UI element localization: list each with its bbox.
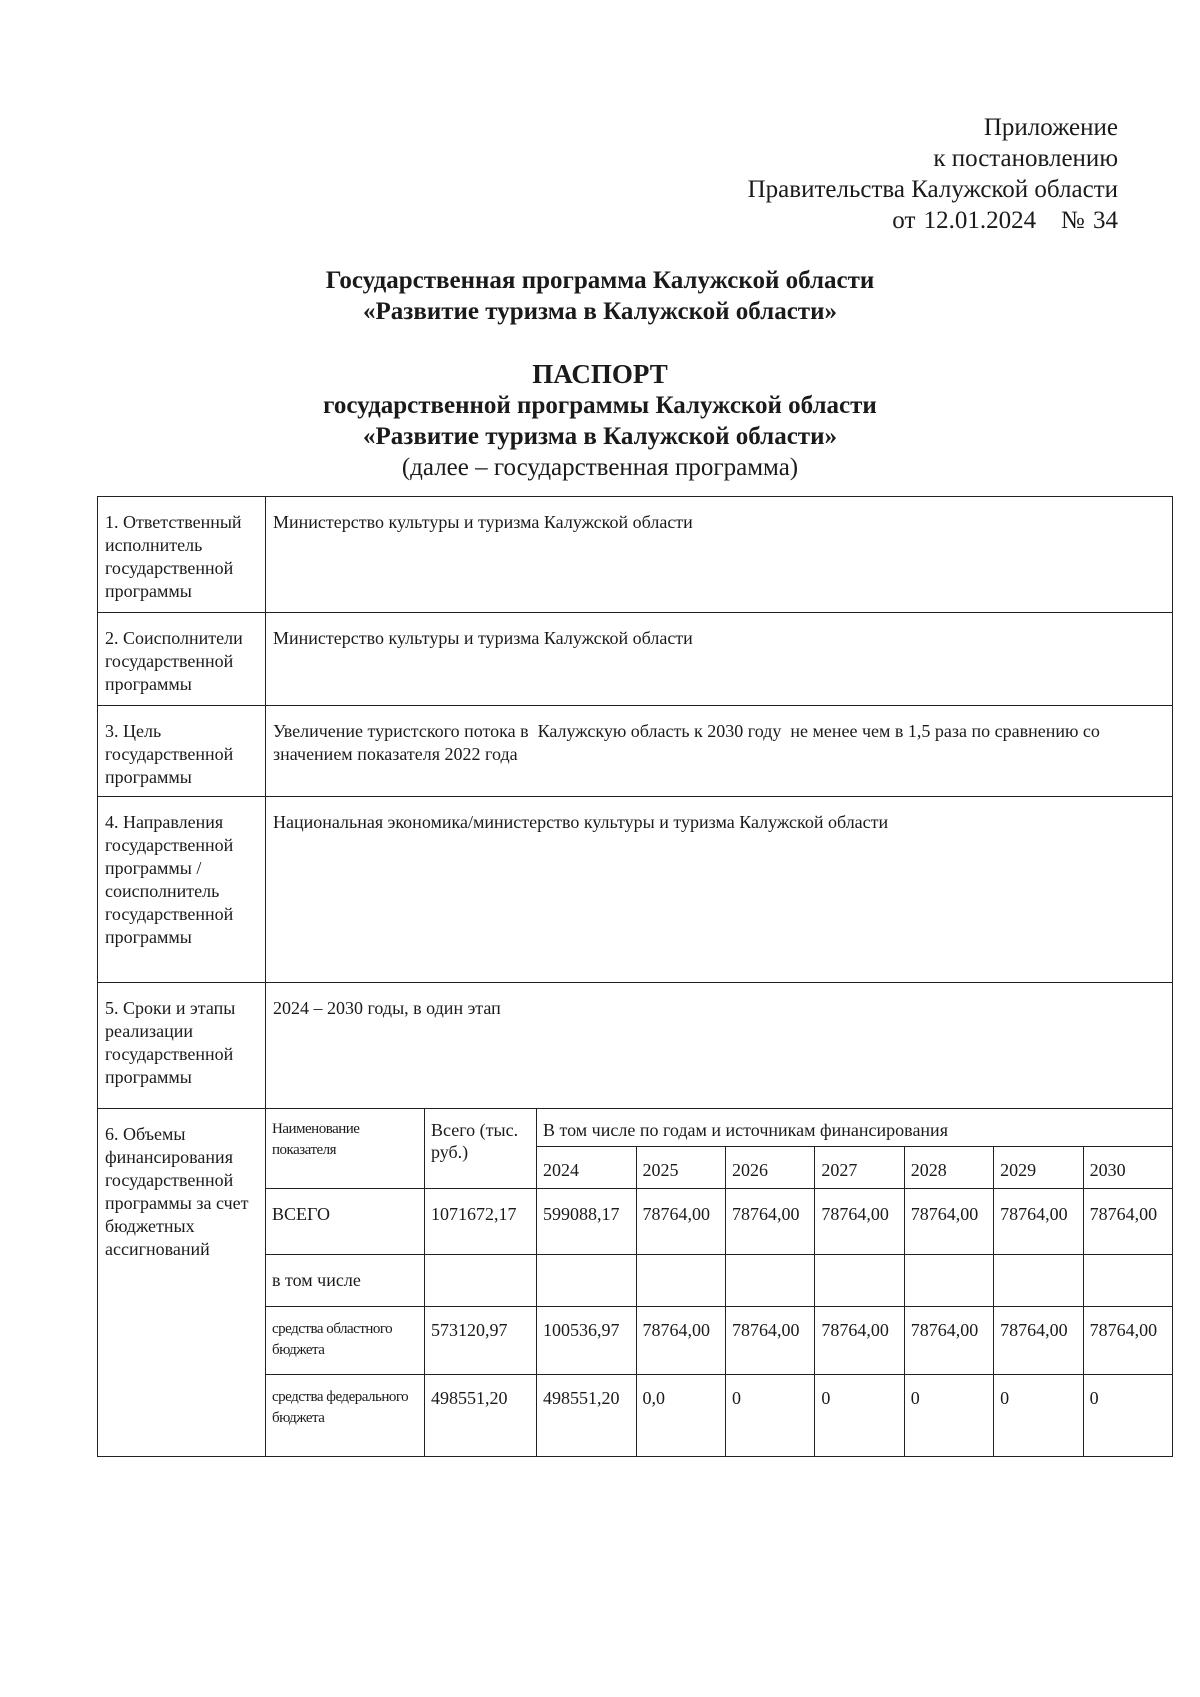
header-name: Наименование показателя	[266, 1109, 425, 1189]
year-value: 78764,00	[904, 1189, 993, 1255]
row-value: Национальная экономика/министерство культуры и туризма Калужской области	[266, 797, 1173, 983]
year-header: 2028	[904, 1147, 993, 1189]
row-total: 498551,20	[425, 1375, 537, 1457]
header-total: Всего (тыс. руб.)	[425, 1109, 537, 1189]
year-value: 78764,00	[994, 1189, 1083, 1255]
row-label: 5. Сроки и этапы реализации государственной программы	[98, 983, 266, 1109]
appendix-line: Приложение	[983, 114, 1118, 141]
table-row	[98, 497, 1173, 613]
row-label: 2. Соисполнители государственной программы	[98, 613, 266, 706]
year-value: 78764,00	[1083, 1307, 1172, 1375]
table-row	[98, 613, 1173, 706]
table-row	[98, 706, 1173, 797]
year-value	[815, 1255, 904, 1307]
row-value: 2024 – 2030 годы, в один этап	[266, 983, 1173, 1109]
year-value	[725, 1255, 814, 1307]
appendix-line: к постановлению	[933, 145, 1118, 172]
year-value: 498551,20	[537, 1375, 637, 1457]
year-value	[904, 1255, 993, 1307]
year-value: 599088,17	[537, 1189, 637, 1255]
appendix-line: Правительства Калужской области	[747, 176, 1118, 203]
year-value	[994, 1255, 1083, 1307]
year-header: 2024	[537, 1147, 637, 1189]
year-header: 2027	[815, 1147, 904, 1189]
appendix-block	[748, 112, 1118, 236]
year-value: 100536,97	[537, 1307, 637, 1375]
year-value: 78764,00	[994, 1307, 1083, 1375]
year-value: 0	[904, 1375, 993, 1457]
row-label: 3. Цель государственной программы	[98, 706, 266, 797]
financing-table	[266, 1109, 1172, 1456]
passport-note: (далее – государственная программа)	[401, 454, 799, 481]
row-name: ВСЕГО	[266, 1189, 425, 1255]
year-value: 78764,00	[1083, 1189, 1172, 1255]
year-value: 78764,00	[904, 1307, 993, 1375]
year-value	[1083, 1255, 1172, 1307]
passport-table	[97, 496, 1173, 1457]
year-header: 2030	[1083, 1147, 1172, 1189]
financing-row-including	[266, 1255, 1172, 1307]
program-name: «Развитие туризма в Калужской области»	[363, 298, 837, 325]
document-titles	[0, 265, 1200, 483]
row-value: Увеличение туристского потока в Калужскую область к 2030 году не менее чем в 1,5 раза по сравнению со значением показателя 2022 года	[266, 706, 1173, 797]
table-row	[98, 1109, 1173, 1457]
row-total: 1071672,17	[425, 1189, 537, 1255]
financing-row-total	[266, 1189, 1172, 1255]
row-total: 573120,97	[425, 1307, 537, 1375]
year-header: 2029	[994, 1147, 1083, 1189]
year-header: 2026	[725, 1147, 814, 1189]
row-name: средства федерального бюджета	[266, 1375, 425, 1457]
year-value	[636, 1255, 725, 1307]
row-value: Министерство культуры и туризма Калужской области	[266, 497, 1173, 613]
year-value: 78764,00	[725, 1307, 814, 1375]
appendix-date: от 12.01.2024 № 34	[892, 207, 1118, 234]
row-name: в том числе	[266, 1255, 425, 1307]
year-value: 0,0	[636, 1375, 725, 1457]
row-name: средства областного бюджета	[266, 1307, 425, 1375]
passport-subtitle: государственной программы Калужской области	[323, 392, 877, 419]
table-row	[98, 797, 1173, 983]
year-value: 78764,00	[815, 1307, 904, 1375]
row-label: 1. Ответственный исполнитель государственной программы	[98, 497, 266, 613]
row-total	[425, 1255, 537, 1307]
year-value: 0	[725, 1375, 814, 1457]
year-header: 2025	[636, 1147, 725, 1189]
header-years: В том числе по годам и источникам финансирования	[537, 1109, 1173, 1147]
year-value: 78764,00	[636, 1189, 725, 1255]
year-value: 78764,00	[725, 1189, 814, 1255]
year-value: 78764,00	[636, 1307, 725, 1375]
financing-row-regional	[266, 1307, 1172, 1375]
financing-cell	[266, 1109, 1173, 1457]
year-value	[537, 1255, 637, 1307]
year-value: 0	[815, 1375, 904, 1457]
passport-program-name: «Развитие туризма в Калужской области»	[363, 423, 837, 450]
row-value: Министерство культуры и туризма Калужской области	[266, 613, 1173, 706]
table-row	[98, 983, 1173, 1109]
row-label: 4. Направления государственной программы / соисполнитель государственной программы	[98, 797, 266, 983]
year-value: 78764,00	[815, 1189, 904, 1255]
year-value: 0	[1083, 1375, 1172, 1457]
program-title: Государственная программа Калужской области	[325, 267, 875, 294]
year-value: 0	[994, 1375, 1083, 1457]
financing-row-federal	[266, 1375, 1172, 1457]
passport-heading: ПАСПОРТ	[532, 359, 668, 389]
row-label: 6. Объемы финансирования государственной программы за счет бюджетных ассигнований	[98, 1109, 266, 1457]
